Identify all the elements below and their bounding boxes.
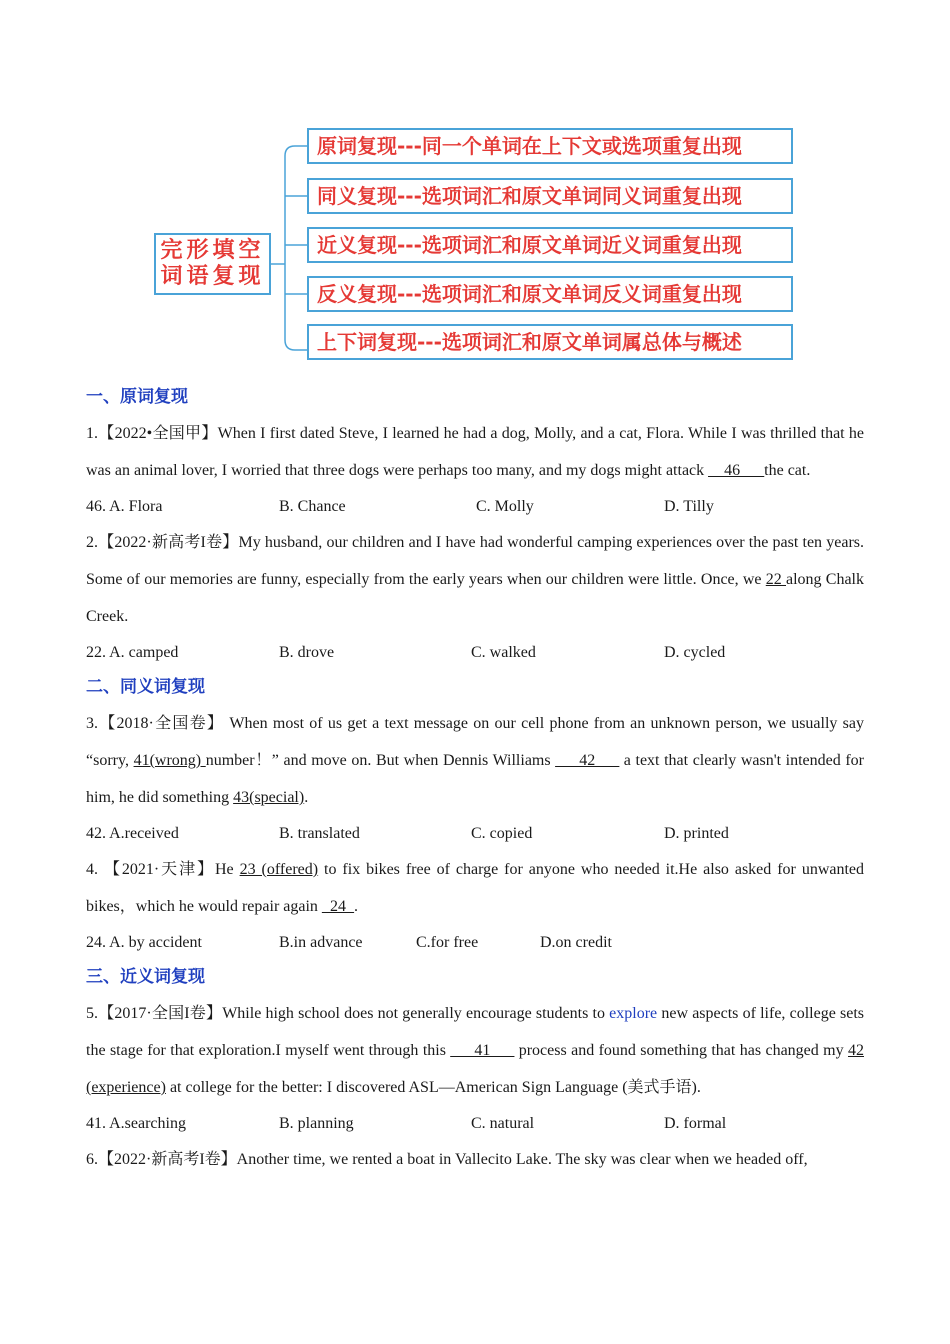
q2-option-c: C. walked (471, 644, 536, 661)
q3-options (86, 816, 864, 851)
q1-option-a: 46. A. Flora (86, 498, 163, 515)
question-4 (86, 851, 864, 925)
q5-text-2: new aspects of life, college sets the stage for that exploration.I myself went through this (86, 1005, 865, 1059)
section-heading-synonym: 二、同义词复现 (86, 677, 205, 697)
q2-source: 【2022·新高考I卷】 (98, 534, 239, 551)
q1-number: 1. (86, 425, 98, 442)
branch-hypernym: 上下词复现---选项词汇和原文单词属总体与概述 (307, 324, 793, 360)
q3-option-d: D. printed (664, 825, 729, 842)
q4-text-end: . (353, 898, 358, 915)
center-line-2: 词语复现 (160, 264, 265, 289)
question-5 (86, 995, 864, 1106)
q4-text: He (214, 861, 240, 878)
q1-text: When I first dated Steve, I learned he had a dog, Molly, and a cat, Flora. While I was thrilled that he was an animal lover, I worried that three dogs were perhaps too many, and my dogs might attack (86, 425, 865, 479)
branch-original-word: 原词复现---同一个单词在上下文或选项重复出现 (307, 128, 793, 164)
q2-option-b: B. drove (279, 644, 335, 661)
center-line-1: 完形填空 (160, 238, 265, 263)
q5-hint-42: 42 (experience) (86, 1042, 864, 1096)
q3-option-b: B. translated (279, 825, 360, 842)
q3-blank: ___42___ (555, 752, 620, 769)
q3-option-a: 42. A.received (86, 825, 179, 842)
diagram-center-box (154, 233, 271, 295)
q5-number: 5. (86, 1005, 98, 1022)
q1-option-b: B. Chance (279, 498, 346, 515)
branch-near-synonym: 近义复现---选项词汇和原文单词近义词重复出现 (307, 227, 793, 263)
q2-number: 2. (86, 534, 98, 551)
branch-antonym: 反义复现---选项词汇和原文单词反义词重复出现 (307, 276, 793, 312)
q5-text-3: process and found something that has changed my (514, 1042, 848, 1059)
q3-option-c: C. copied (471, 825, 533, 842)
q1-source: 【2022•全国甲】 (98, 425, 218, 442)
q1-option-c: C. Molly (476, 498, 534, 515)
question-2 (86, 524, 864, 635)
q4-option-c: C.for free (416, 934, 479, 951)
q3-text: When most of us get a text message on our cell phone from an unknown person, we usually say “sorry, (86, 715, 864, 769)
q3-hint-41: 41(wrong) (133, 752, 206, 769)
q5-option-d: D. formal (664, 1115, 727, 1132)
section-heading-original: 一、原词复现 (86, 387, 188, 407)
q5-text: While high school does not generally encourage students to (222, 1005, 610, 1022)
q2-options (86, 635, 864, 670)
q5-options (86, 1106, 864, 1141)
question-6 (86, 1141, 864, 1178)
q2-text: My husband, our children and I have had wonderful camping experiences over the past ten years. Some of our memories are funny, especially from the early years when our children were little. Once, we (86, 534, 864, 588)
q5-blank: ___41___ (450, 1042, 515, 1059)
document-body (86, 380, 864, 1178)
q1-options (86, 489, 864, 524)
q4-number: 4. (86, 861, 104, 878)
q2-option-a: 22. A. camped (86, 644, 179, 661)
q1-option-d: D. Tilly (664, 498, 714, 515)
q5-source: 【2017·全国I卷】 (98, 1005, 223, 1022)
q5-option-b: B. planning (279, 1115, 354, 1132)
q4-option-a: 24. A. by accident (86, 934, 202, 951)
q6-text: Another time, we rented a boat in Vallecito Lake. The sky was clear when we headed off, (236, 1151, 808, 1168)
q3-number: 3. (86, 715, 98, 732)
q5-text-end: at college for the better: I discovered ASL—American Sign Language (美式手语). (165, 1079, 701, 1096)
branch-synonym: 同义复现---选项词汇和原文单词同义词重复出现 (307, 178, 793, 214)
q4-option-b: B.in advance (279, 934, 363, 951)
q5-option-c: C. natural (471, 1115, 535, 1132)
question-1 (86, 415, 864, 489)
q3-hint-43: 43(special) (233, 789, 305, 806)
q4-hint-23: 23 (offered) (239, 861, 319, 878)
question-3 (86, 705, 864, 816)
q4-source: 【2021·天津】 (103, 861, 215, 878)
q5-option-a: 41. A.searching (86, 1115, 186, 1132)
q4-blank: _24_ (321, 898, 354, 915)
q3-text-3: a text that clearly wasn't intended for him, he did something (86, 752, 864, 806)
q3-text-2: number！” and move on. But when Dennis Williams (205, 752, 556, 769)
q3-source: 【2018·全国卷】 (98, 715, 225, 732)
q1-text-end: the cat. (764, 462, 811, 479)
q5-highlight-explore: explore (609, 1005, 658, 1022)
q6-number: 6. (86, 1151, 98, 1168)
q1-blank: __46___ (708, 462, 765, 479)
q3-text-end: . (304, 789, 309, 806)
q4-text-2: to fix bikes free of charge for anyone who needed it.He also asked for unwanted bikes，which he would repair again (86, 861, 865, 915)
section-heading-near-synonym: 三、近义词复现 (86, 967, 205, 987)
q2-option-d: D. cycled (664, 644, 726, 661)
q2-text-end: along Chalk Creek. (86, 571, 864, 625)
word-recurrence-diagram (0, 0, 950, 380)
q2-blank: 22 (765, 571, 786, 588)
q6-source: 【2022·新高考I卷】 (98, 1151, 237, 1168)
q4-option-d: D.on credit (540, 934, 612, 951)
q4-options (86, 925, 864, 960)
